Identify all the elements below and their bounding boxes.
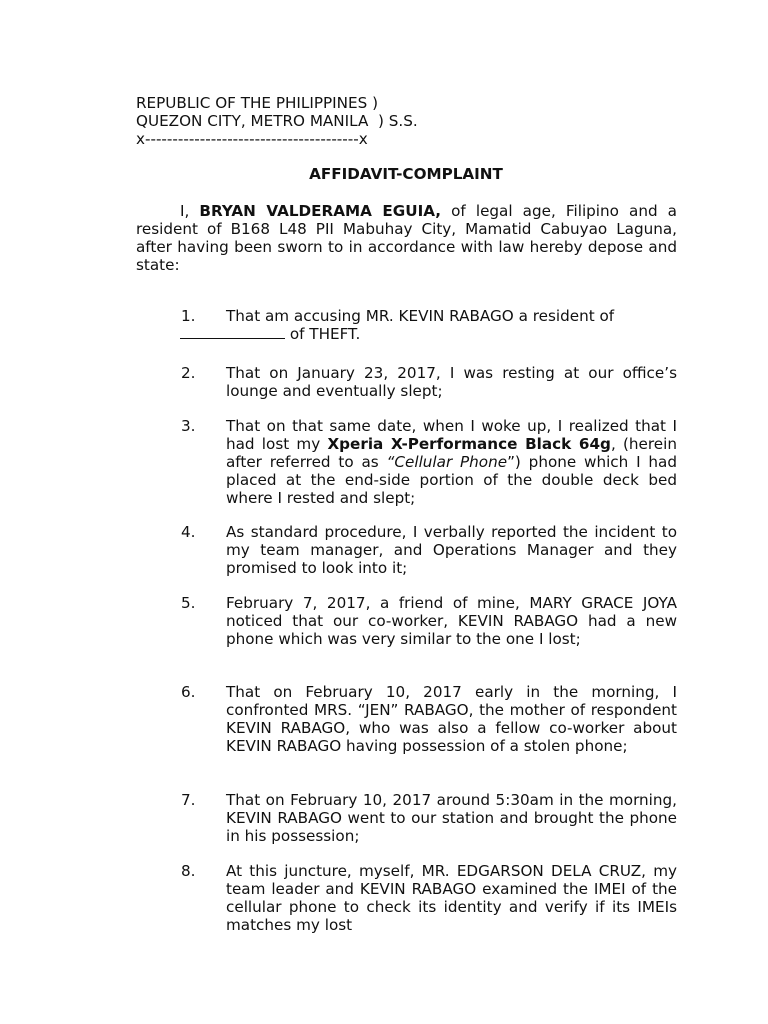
item-number: 4. — [181, 523, 196, 541]
item-text-part: ”) phone which I had placed at the end-side portion of the double deck bed where I rested and slept; — [226, 453, 677, 507]
phone-model: Xperia X-Performance Black 64g — [327, 435, 611, 453]
intro-rest: of legal age, Filipino and a resident of B168 L48 PII Mabuhay City, Mamatid Cabuyao Laguna, after having been sworn to in accordance with law hereby depose and state: — [136, 202, 677, 274]
document-title: AFFIDAVIT-COMPLAINT — [309, 165, 503, 183]
item-text: That on February 10, 2017 early in the morning, I confronted MRS. “JEN” RABAGO, the mother of respondent KEVIN RABAGO, who was also a fellow co-worker about KEVIN RABAGO having possession of a stolen phone; — [226, 683, 677, 755]
item-number: 2. — [181, 364, 196, 382]
intro-paragraph — [136, 202, 677, 274]
item-text-part: of THEFT. — [285, 325, 361, 343]
caption-line-divider: x---------------------------------------x — [136, 130, 368, 148]
item-number: 7. — [181, 791, 196, 809]
venue-caption — [136, 94, 636, 148]
item-text-part: That am accusing MR. KEVIN RABAGO a resident of — [226, 307, 615, 325]
item-text — [226, 417, 677, 507]
affiant-name: BRYAN VALDERAMA EGUIA, — [199, 202, 442, 220]
defined-term: “Cellular Phone — [386, 453, 508, 471]
intro-prefix: I, — [180, 202, 200, 220]
item-text — [226, 307, 677, 343]
item-number: 5. — [181, 594, 196, 612]
item-number: 6. — [181, 683, 196, 701]
item-text: February 7, 2017, a friend of mine, MARY GRACE JOYA noticed that our co-worker, KEVIN RABAGO had a new phone which was very similar to the one I lost; — [226, 594, 677, 648]
address-blank-line — [180, 325, 285, 339]
item-number: 1. — [181, 307, 196, 325]
item-text-part: That on that same date, when I woke up, I realized that I had lost my — [226, 417, 677, 453]
item-number: 3. — [181, 417, 196, 435]
item-text-part: , (herein after referred to as — [226, 435, 677, 471]
item-text: That on January 23, 2017, I was resting at our office’s lounge and eventually slept; — [226, 364, 677, 400]
item-text: As standard procedure, I verbally reported the incident to my team manager, and Operations Manager and they promised to look into it; — [226, 523, 677, 577]
item-text: That on February 10, 2017 around 5:30am in the morning, KEVIN RABAGO went to our station and brought the phone in his possession; — [226, 791, 677, 845]
item-text: At this juncture, myself, MR. EDGARSON DELA CRUZ, my team leader and KEVIN RABAGO examined the IMEI of the cellular phone to check its identity and verify if its IMEIs matches my lost — [226, 862, 677, 934]
caption-line-city: QUEZON CITY, METRO MANILA ) S.S. — [136, 112, 418, 130]
caption-line-republic: REPUBLIC OF THE PHILIPPINES ) — [136, 94, 378, 112]
item-number: 8. — [181, 862, 196, 880]
